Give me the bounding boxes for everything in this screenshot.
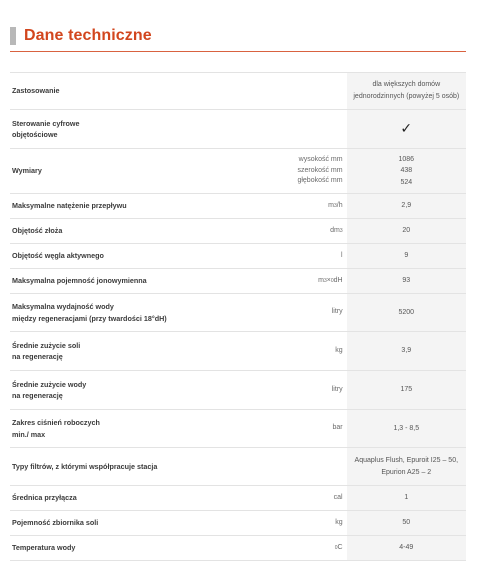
row-value: 50 — [347, 511, 466, 535]
label-line: Średnie zużycie wody — [12, 379, 87, 389]
row-value: 3,9 — [347, 332, 466, 370]
row-unit — [274, 110, 347, 148]
section-divider — [10, 51, 466, 52]
row-label: Zastosowanie — [12, 86, 60, 96]
row-label — [10, 410, 274, 447]
row-label — [10, 110, 274, 148]
row-unit: litry — [331, 308, 343, 316]
row-value — [347, 110, 466, 148]
table-row — [10, 219, 466, 244]
table-row — [10, 511, 466, 536]
label-line: Średnie zużycie soli — [12, 340, 81, 350]
label-line: między regeneracjami (przy twardości 18°dH) — [12, 313, 167, 323]
table-row — [10, 332, 466, 371]
row-unit: bar — [332, 424, 343, 432]
table-row — [10, 73, 466, 110]
row-value: 4-49 — [347, 536, 466, 560]
row-unit: kg — [335, 518, 343, 526]
row-unit: l — [341, 251, 343, 259]
unit-base: m — [318, 276, 324, 284]
row-unit: dm 3 — [274, 219, 347, 243]
table-row — [10, 294, 466, 332]
section-header — [10, 25, 466, 47]
row-unit — [274, 149, 347, 193]
row-label — [10, 294, 274, 331]
value-line: Aquaplus Flush, Epuroit I25 – 50, — [354, 456, 459, 464]
row-unit: kg — [335, 346, 343, 354]
table-row — [10, 149, 466, 194]
row-label: Wymiary — [12, 166, 42, 176]
row-unit: 0 C — [274, 536, 347, 560]
spec-table — [10, 72, 466, 561]
row-value: 1 — [347, 486, 466, 510]
row-value: 1,3 - 8,5 — [347, 410, 466, 447]
label-line: min./ max — [12, 429, 46, 439]
row-label: Objętość węgla aktywnego — [12, 251, 104, 261]
table-row — [10, 486, 466, 511]
dim-value: 524 — [400, 178, 413, 186]
table-row — [10, 371, 466, 410]
row-label: Typy filtrów, z którymi współpracuje stacja — [12, 461, 158, 471]
row-label: Maksymalna pojemność jonowymienna — [12, 276, 147, 286]
section-title: Dane techniczne — [24, 27, 152, 44]
value-line: dla większych domów — [372, 81, 441, 89]
value-line: Epurion A25 – 2 — [381, 468, 432, 476]
table-row — [10, 536, 466, 561]
row-unit: litry — [331, 385, 343, 393]
row-value: 5200 — [347, 294, 466, 331]
row-unit: m 3 × 0 dH — [274, 269, 347, 293]
table-row — [10, 244, 466, 269]
unit-tail: /h — [336, 201, 343, 209]
row-unit: cal — [333, 493, 343, 501]
label-line: objętościowe — [12, 130, 58, 139]
row-value — [347, 149, 466, 193]
unit-mid: × — [326, 276, 331, 284]
row-label — [10, 332, 274, 370]
row-label: Pojemność zbiornika soli — [12, 518, 99, 528]
row-value — [347, 73, 466, 109]
dim-value: 1086 — [398, 155, 415, 163]
row-value: 93 — [347, 269, 466, 293]
row-unit — [274, 448, 347, 485]
row-value: 175 — [347, 371, 466, 409]
label-line: na regenerację — [12, 352, 63, 361]
section-header-bar — [10, 27, 16, 45]
row-value: 9 — [347, 244, 466, 268]
row-value: 20 — [347, 219, 466, 243]
row-value — [347, 448, 466, 485]
check-icon: ✓ — [400, 120, 413, 137]
unit-tail: dH — [333, 276, 343, 284]
table-row — [10, 448, 466, 486]
dim-unit: głębokość mm — [297, 177, 343, 185]
table-row — [10, 269, 466, 294]
label-line: na regenerację — [12, 391, 63, 400]
value-line: jednorodzinnych (powyżej 5 osób) — [353, 93, 460, 100]
table-row — [10, 110, 466, 149]
label-line: Zakres ciśnień roboczych — [12, 418, 100, 428]
row-value: 2,9 — [347, 194, 466, 218]
row-unit — [274, 73, 347, 109]
row-label: Średnica przyłącza — [12, 493, 77, 503]
dim-unit: szerokość mm — [297, 166, 343, 174]
row-unit: m 3 /h — [274, 194, 347, 218]
table-row — [10, 194, 466, 219]
unit-base: dm — [330, 226, 340, 234]
row-label: Objętość złoża — [12, 226, 63, 236]
row-label — [10, 371, 274, 409]
unit-tail: C — [337, 543, 343, 551]
row-label: Maksymalne natężenie przepływu — [12, 201, 127, 211]
row-label: Temperatura wody — [12, 543, 76, 553]
label-line: Sterowanie cyfrowe — [12, 118, 80, 128]
dim-unit: wysokość mm — [298, 155, 343, 163]
dim-value: 438 — [400, 167, 413, 175]
unit-base: m — [328, 201, 334, 209]
table-row — [10, 410, 466, 448]
label-line: Maksymalna wydajność wody — [12, 302, 114, 312]
